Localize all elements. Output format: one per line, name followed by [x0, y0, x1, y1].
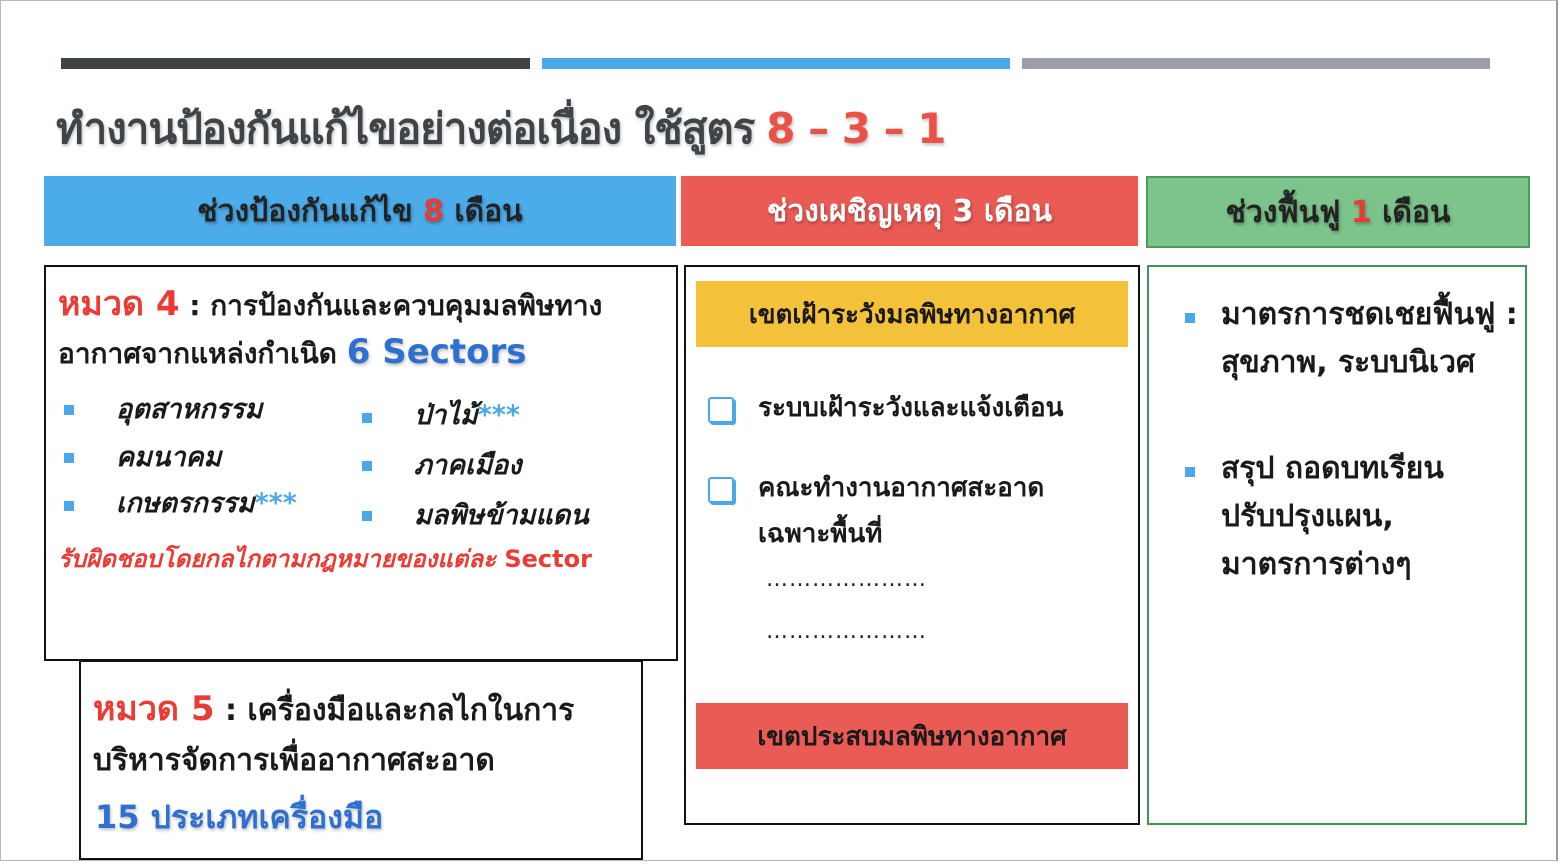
- category4-sectors: 6 Sectors: [346, 332, 527, 372]
- checkbox-icon: [708, 397, 734, 423]
- header-recovery-unit: เดือน: [1382, 194, 1451, 230]
- dots-placeholder: …………………: [766, 619, 927, 644]
- header-recovery-label: ช่วงฟื้นฟู: [1225, 194, 1341, 230]
- crisis-box: [684, 265, 1140, 825]
- sector-item: มลพิษข้ามแดน: [414, 500, 589, 531]
- sector-item-forest: [414, 393, 520, 436]
- category5-label: หมวด 5: [93, 689, 215, 729]
- category4-label: หมวด 4: [58, 284, 180, 324]
- title-text: ทำงานป้องกันแก้ไขอย่างต่อเนื่อง ใช้สูตร: [56, 104, 755, 153]
- category4-heading: [58, 281, 663, 377]
- bullet-icon: [362, 511, 372, 521]
- header-prevention-unit: เดือน: [454, 193, 523, 229]
- bullet-icon: [1185, 313, 1195, 323]
- top-bar-blue: [542, 58, 1010, 69]
- zone-watch: เขตเฝ้าระวังมลพิษทางอากาศ: [696, 281, 1128, 347]
- header-prevention-label: ช่วงป้องกันแก้ไข: [197, 193, 413, 229]
- category4-sep: :: [179, 289, 211, 322]
- crisis-item: ระบบเฝ้าระวังและแจ้งเตือน: [758, 393, 1064, 423]
- bullet-icon: [1185, 467, 1195, 477]
- bullet-icon: [362, 461, 372, 471]
- sector-item: ภาคเมือง: [414, 450, 522, 481]
- responsibility-note: [58, 539, 592, 578]
- zone-affected: เขตประสบมลพิษทางอากาศ: [696, 703, 1128, 769]
- dots-placeholder: …………………: [766, 567, 927, 592]
- header-crisis: [681, 176, 1138, 246]
- crisis-item-cont: เฉพาะพื้นที่: [758, 519, 883, 549]
- sector-item-agri: [116, 481, 297, 524]
- recovery-item: มาตรการชดเชยฟื้นฟู : สุขภาพ, ระบบนิเวศ: [1221, 297, 1518, 380]
- slide-title: [56, 96, 945, 162]
- star-mark: ***: [477, 400, 521, 431]
- category5-title: เครื่องมือและกลไกในการบริหารจัดการเพื่ออากาศสะอาด: [93, 693, 575, 778]
- top-bar-gray: [1022, 58, 1490, 69]
- bullet-icon: [64, 405, 74, 415]
- responsibility-tail: Sector: [504, 545, 592, 573]
- header-recovery-number: 1: [1350, 194, 1372, 230]
- sector-item: อุตสาหกรรม: [116, 394, 263, 425]
- header-recovery: [1146, 176, 1530, 248]
- recovery-box: [1147, 265, 1527, 825]
- responsibility-text: รับผิดชอบโดยกลไกตามกฎหมายของแต่ละ: [58, 545, 496, 573]
- star-mark: ***: [254, 488, 297, 519]
- sector-item: คมนาคม: [116, 442, 222, 473]
- bullet-icon: [64, 453, 74, 463]
- title-formula: 8 – 3 – 1: [766, 104, 946, 153]
- recovery-item: สรุป ถอดบทเรียน ปรับปรุงแผน, มาตรการต่างๆ: [1221, 451, 1444, 582]
- checkbox-icon: [708, 477, 734, 503]
- header-prevention: [44, 176, 676, 246]
- category5-sep: :: [214, 693, 248, 728]
- category5-box: [79, 660, 643, 860]
- category5-heading: [93, 684, 633, 786]
- crisis-item: คณะทำงานอากาศสะอาด: [758, 473, 1045, 503]
- sector-item: เกษตรกรรม: [116, 488, 255, 519]
- header-prevention-number: 8: [423, 193, 444, 229]
- category5-tools: 15 ประเภทเครื่องมือ: [95, 798, 384, 836]
- category4-box: [44, 265, 678, 661]
- bullet-icon: [64, 501, 74, 511]
- sector-item: ป่าไม้: [414, 400, 478, 431]
- header-crisis-label: ช่วงเผชิญเหตุ 3 เดือน: [766, 193, 1053, 229]
- top-bar-dark: [61, 58, 530, 69]
- bullet-icon: [362, 413, 372, 423]
- category4-title: การป้องกันและควบคุมมลพิษทางอากาศจากแหล่งกำเนิด: [58, 289, 603, 370]
